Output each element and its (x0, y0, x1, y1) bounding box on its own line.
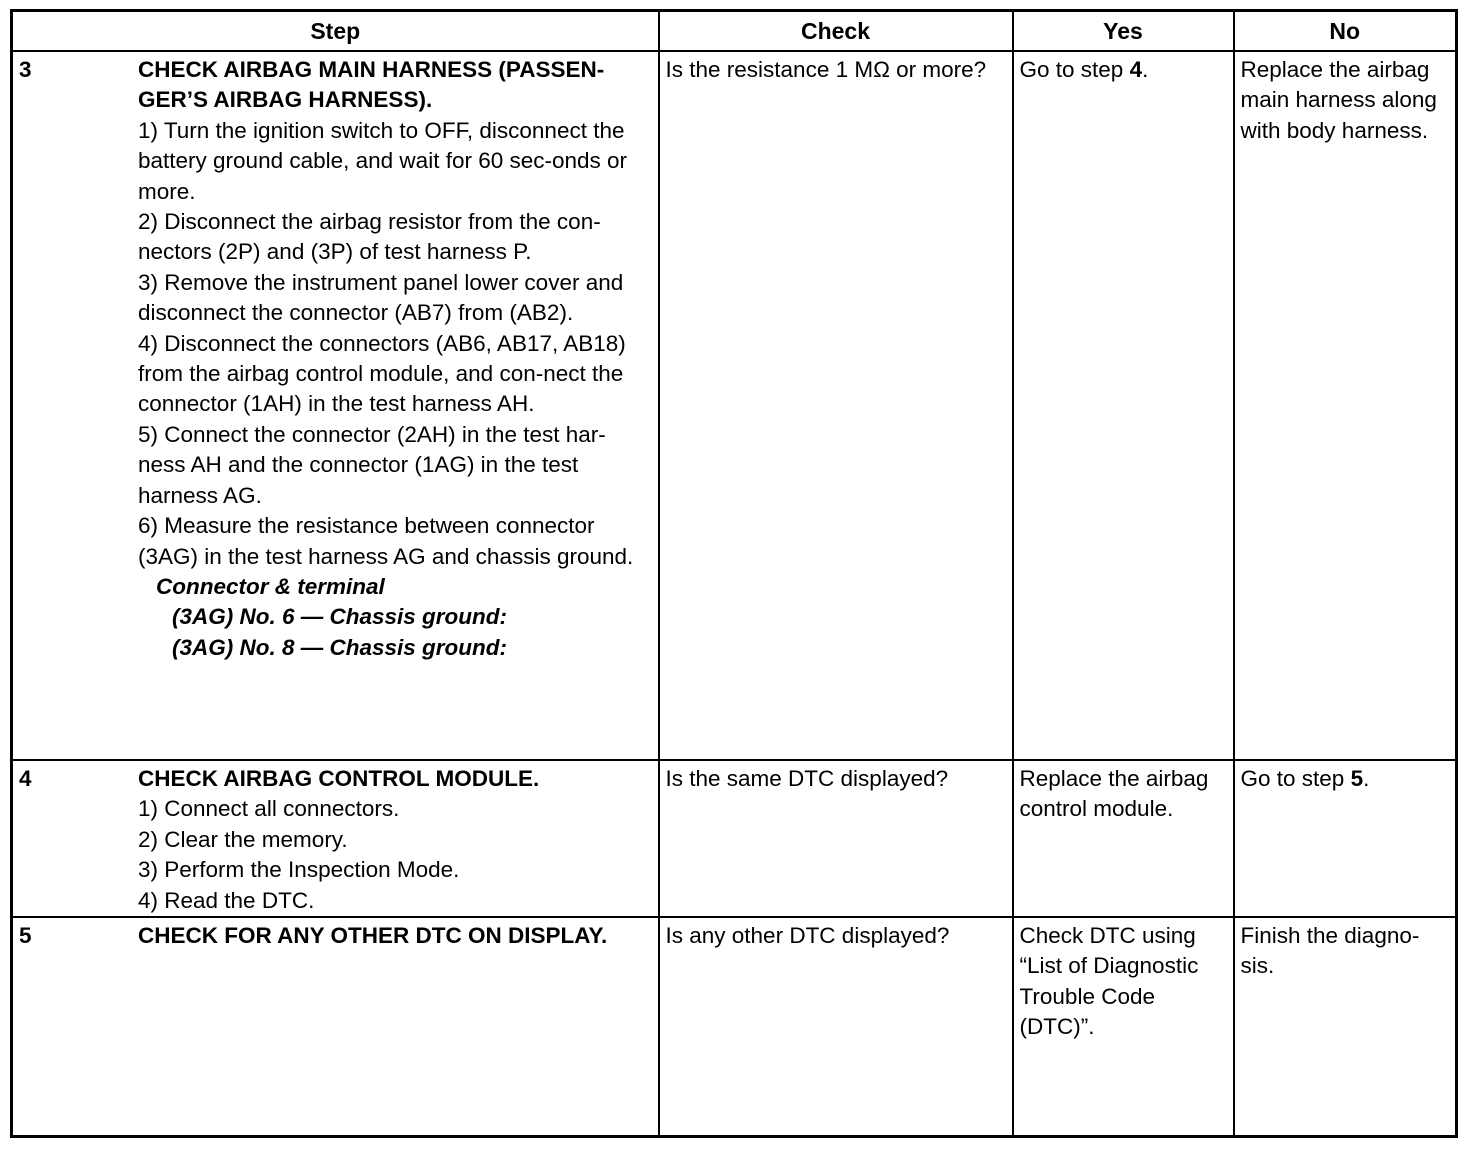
table-row (12, 917, 1457, 1136)
procedure-line: 3) Perform the Inspection Mode. (138, 857, 460, 883)
step-cell (12, 51, 659, 760)
yes-text: Replace the airbag control module. (1019, 766, 1209, 822)
check-question: Is the same DTC displayed? (665, 766, 949, 791)
no-cell (1234, 917, 1457, 1136)
spec-line: (3AG) No. 6 — Chassis ground: (172, 604, 508, 630)
procedure-line: 5) Connect the connector (2AH) in the test har-ness AH and the connector (1AG) in the test harness AG. (138, 421, 606, 508)
table-header-row (12, 11, 1457, 52)
check-question: Is the resistance 1 MΩ or more? (665, 57, 987, 82)
procedure-line: 4) Disconnect the connectors (AB6, AB17, AB18) from the airbag control module, and con-nect the connector (1AH) in the test harness AH. (138, 330, 626, 417)
table-row (12, 51, 1457, 760)
no-cell (1234, 51, 1457, 760)
yes-step-ref: 4 (1129, 57, 1143, 82)
procedure-line: 3) Remove the instrument panel lower cover and disconnect the connector (AB7) from (AB2). (138, 269, 624, 326)
step-number: 5 (19, 923, 32, 949)
yes-cell (1013, 917, 1234, 1136)
no-end: . (1363, 766, 1370, 791)
procedure-line: 2) Disconnect the airbag resistor from the con-nectors (2P) and (3P) of test harness P. (138, 209, 601, 265)
no-text: Replace the airbag main harness along with body harness. (1240, 57, 1437, 143)
diagnostic-table (10, 9, 1458, 1138)
step-title: CHECK AIRBAG MAIN HARNESS (PASSEN-GER’S AIRBAG HARNESS). (138, 57, 605, 113)
procedure-line: 4) Read the DTC. (138, 887, 315, 913)
spec-line: (3AG) No. 8 — Chassis ground: (172, 634, 508, 660)
check-cell (659, 917, 1013, 1136)
no-cell (1234, 760, 1457, 917)
procedure-line: 2) Clear the memory. (138, 826, 348, 852)
step-title: CHECK FOR ANY OTHER DTC ON DISPLAY. (138, 923, 608, 949)
step-number: 3 (19, 57, 32, 82)
step-title: CHECK AIRBAG CONTROL MODULE. (138, 766, 540, 791)
procedure-line: 1) Turn the ignition switch to OFF, disconnect the battery ground cable, and wait for 60 sec-onds or more. (138, 117, 628, 204)
header-no: No (1234, 11, 1457, 52)
table-row (12, 760, 1457, 917)
no-text: Go to step (1240, 766, 1351, 791)
spec-heading: Connector & terminal (156, 573, 385, 599)
yes-cell (1013, 760, 1234, 917)
header-step: Step (12, 11, 659, 52)
yes-cell (1013, 51, 1234, 760)
step-number: 4 (19, 766, 32, 791)
check-cell (659, 51, 1013, 760)
step-cell (12, 917, 659, 1136)
yes-text: Check DTC using “List of Diagnostic Trouble Code (DTC)”. (1019, 923, 1199, 1040)
header-check: Check (659, 11, 1013, 52)
yes-end: . (1142, 57, 1149, 82)
step-cell (12, 760, 659, 917)
no-step-ref: 5 (1350, 766, 1364, 791)
yes-text: Go to step (1019, 57, 1130, 82)
procedure-line: 6) Measure the resistance between connector (3AG) in the test harness AG and chassis ground. (138, 513, 634, 569)
procedure-line: 1) Connect all connectors. (138, 796, 400, 822)
header-yes: Yes (1013, 11, 1234, 52)
no-text: Finish the diagno-sis. (1240, 923, 1420, 979)
check-cell (659, 760, 1013, 917)
check-question: Is any other DTC displayed? (665, 923, 950, 949)
